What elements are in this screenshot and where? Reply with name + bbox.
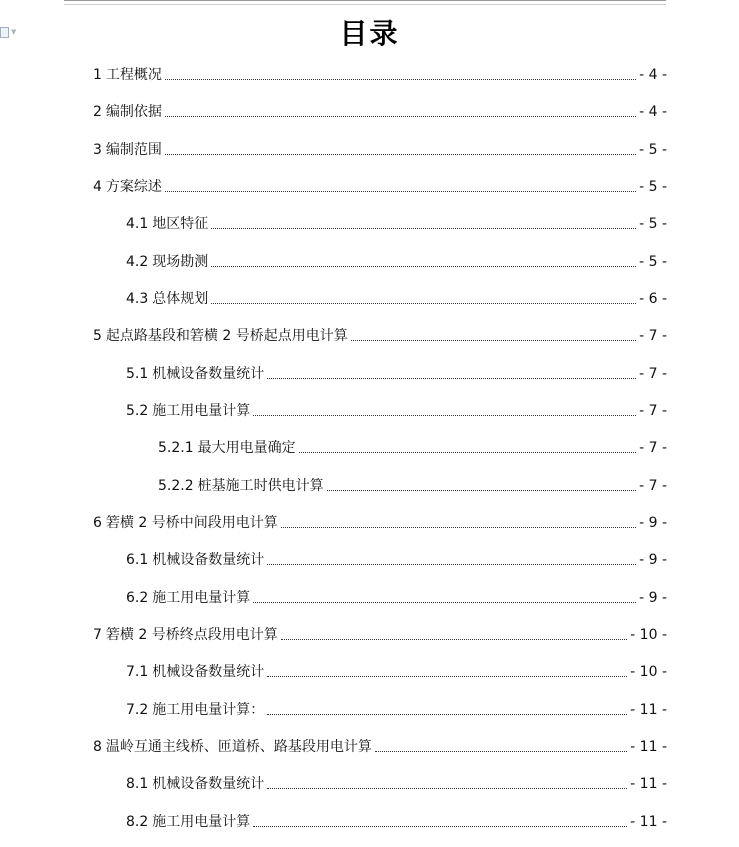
toc-entry-number: 4.3 [126, 291, 149, 307]
toc-entry-5-1[interactable] [126, 363, 667, 383]
toc-entry-number: 4.2 [126, 254, 149, 270]
toc-entry-5-2-2[interactable] [158, 475, 667, 495]
toc-entry-number: 6.1 [126, 552, 149, 568]
toc-entry-label: 工程概况 [105, 67, 162, 83]
toc-entry-page: - 4 - [639, 104, 667, 120]
page-top-border [64, 0, 666, 1]
toc-entry-number: 2 [93, 104, 102, 120]
toc-entry-6-2[interactable] [126, 587, 667, 607]
toc-entry-page: - 4 - [639, 67, 667, 83]
toc-entry-label: 箬横 2 号桥终点段用电计算 [105, 627, 278, 643]
toc-entry-4-3[interactable] [126, 288, 667, 308]
toc-entry-8-2[interactable] [126, 811, 667, 831]
toc-entry-page: - 9 - [639, 552, 667, 568]
toc-entry-label: 机械设备数量统计 [152, 366, 265, 382]
toc-entry-page: - 7 - [639, 478, 667, 494]
toc-entry-1[interactable] [93, 64, 667, 84]
toc-entry-label: 施工用电量计算 [152, 590, 251, 606]
toc-entry-number: 5 [93, 328, 102, 344]
toc-entry-page: - 5 - [639, 254, 667, 270]
toc-entry-4-1[interactable] [126, 213, 667, 233]
toc-entry-page: - 11 - [630, 776, 667, 792]
toc-leader [267, 788, 627, 789]
toc-entry-page: - 6 - [639, 291, 667, 307]
toc-entry-page: - 10 - [630, 627, 667, 643]
toc-entry-number: 3 [93, 142, 102, 158]
toc-leader [165, 154, 636, 155]
toc-leader [281, 527, 636, 528]
toc-entry-number: 5.2 [126, 403, 149, 419]
toc-entry-number: 5.1 [126, 366, 149, 382]
toc-entry-label: 起点路基段和箬横 2 号桥起点用电计算 [105, 328, 348, 344]
toc-entry-page: - 11 - [630, 814, 667, 830]
toc-entry-4[interactable] [93, 176, 667, 196]
toc-entry-label: 温岭互通主线桥、匝道桥、路基段用电计算 [105, 739, 372, 755]
toc-entry-label: 桩基施工时供电计算 [197, 478, 324, 494]
toc-entry-page: - 7 - [639, 440, 667, 456]
toc-entry-number: 8.1 [126, 776, 149, 792]
toc-leader [267, 676, 627, 677]
toc-entry-2[interactable] [93, 101, 667, 121]
toc-leader [165, 116, 636, 117]
toc-entry-number: 1 [93, 67, 102, 83]
toc-entry-label: 施工用电量计算 [152, 814, 251, 830]
toc-entry-label: 方案综述 [105, 179, 162, 195]
toc-entry-page: - 5 - [639, 179, 667, 195]
toc-entry-number: 6 [93, 515, 102, 531]
toc-entry-label: 现场勘测 [152, 254, 209, 270]
toc-entry-label: 机械设备数量统计 [152, 664, 265, 680]
toc-entry-number: 4 [93, 179, 102, 195]
toc-entry-page: - 7 - [639, 328, 667, 344]
toc-entry-number: 6.2 [126, 590, 149, 606]
toc-entry-page: - 7 - [639, 403, 667, 419]
toc-leader [267, 564, 636, 565]
toc-entry-8-1[interactable] [126, 773, 667, 793]
dropdown-arrow-icon: ▼ [11, 28, 17, 36]
toc-entry-label: 编制依据 [105, 104, 162, 120]
toc-entry-page: - 11 - [630, 702, 667, 718]
toc-leader [211, 228, 636, 229]
toc-entry-page: - 11 - [630, 739, 667, 755]
toc-entry-7-2[interactable] [126, 699, 667, 719]
toc-entry-8[interactable] [93, 736, 667, 756]
toc-entry-page: - 5 - [639, 142, 667, 158]
toc-entry-7-1[interactable] [126, 661, 667, 681]
toc-entry-label: 总体规划 [152, 291, 209, 307]
toc-leader [327, 490, 636, 491]
toc-entry-page: - 9 - [639, 515, 667, 531]
toc-entry-page: - 7 - [639, 366, 667, 382]
toc-leader [165, 191, 636, 192]
toc-leader [299, 452, 636, 453]
toc-entry-page: - 10 - [630, 664, 667, 680]
toc-entry-page: - 5 - [639, 216, 667, 232]
toc-leader [267, 714, 627, 715]
toc-entry-label: 地区特征 [152, 216, 209, 232]
toc-leader [165, 79, 636, 80]
toc-entry-3[interactable] [93, 139, 667, 159]
toc-entry-7[interactable] [93, 624, 667, 644]
toc-entry-5[interactable] [93, 325, 667, 345]
toc-entry-number: 7.2 [126, 702, 149, 718]
toc-entry-number: 5.2.2 [158, 478, 194, 494]
toc-entry-5-2[interactable] [126, 400, 667, 420]
toc-leader [253, 826, 627, 827]
toc-entry-6[interactable] [93, 512, 667, 532]
toc-entry-page: - 9 - [639, 590, 667, 606]
toc-leader [211, 266, 636, 267]
toc-leader [281, 639, 627, 640]
toc-leader [267, 378, 636, 379]
toc-entry-5-2-1[interactable] [158, 437, 667, 457]
toc-entry-label: 机械设备数量统计 [152, 552, 265, 568]
toc-entry-label: 机械设备数量统计 [152, 776, 265, 792]
toc-entry-label: 施工用电量计算： [152, 702, 265, 718]
toc-entry-label: 施工用电量计算 [152, 403, 251, 419]
toc-leader [375, 751, 627, 752]
toc-title: 目录 [339, 17, 400, 50]
toc-entry-label: 最大用电量确定 [197, 440, 296, 456]
page-top-border-inner [64, 4, 666, 5]
toc-entry-label: 编制范围 [105, 142, 162, 158]
toc-leader [351, 340, 636, 341]
toc-entry-number: 7.1 [126, 664, 149, 680]
toc-entry-number: 5.2.1 [158, 440, 194, 456]
toc-leader [211, 303, 636, 304]
toc-entry-4-2[interactable] [126, 251, 667, 271]
toc-entry-6-1[interactable] [126, 549, 667, 569]
toc-entry-number: 8 [93, 739, 102, 755]
toc-entry-number: 8.2 [126, 814, 149, 830]
toc-leader [253, 602, 636, 603]
toc-leader [253, 415, 636, 416]
toc-entry-number: 7 [93, 627, 102, 643]
toc-entry-label: 箬横 2 号桥中间段用电计算 [105, 515, 278, 531]
toc-entry-number: 4.1 [126, 216, 149, 232]
